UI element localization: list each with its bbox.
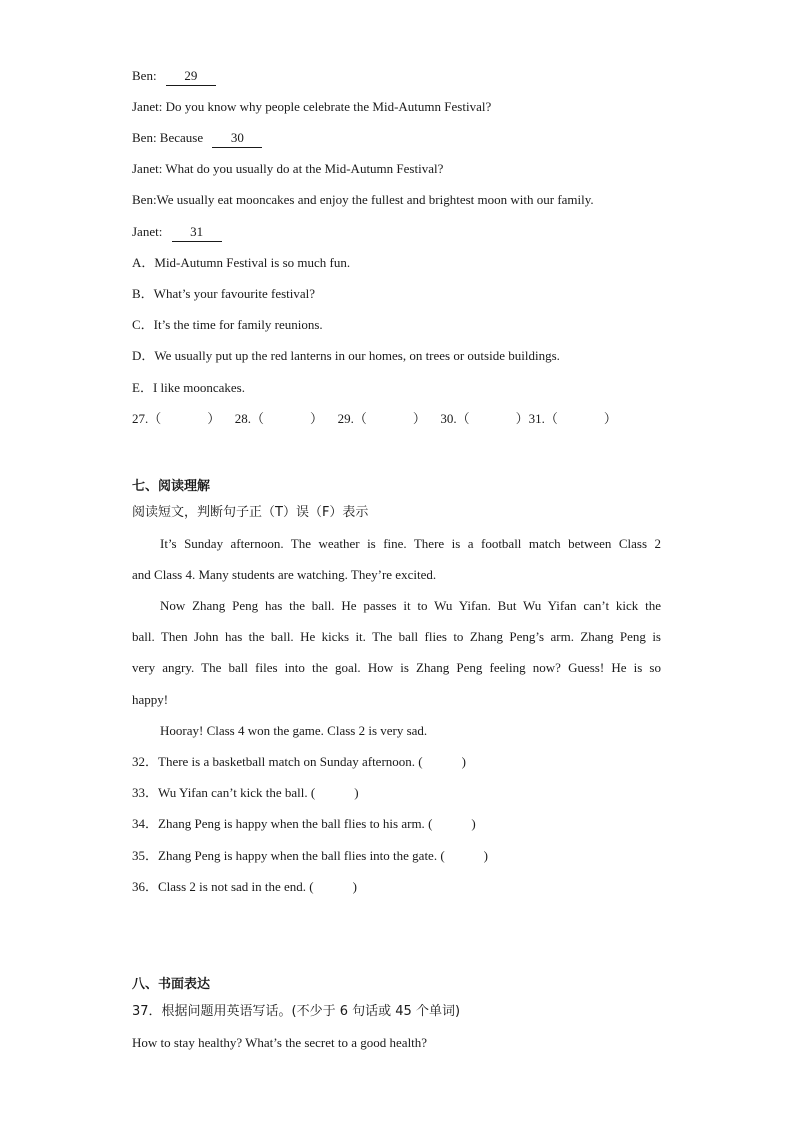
question-35 <box>132 847 488 865</box>
question-36 <box>132 878 357 896</box>
passage-line: very angry. The ball files into the goal. How is Zhang Peng feeling now? Guess! He is so <box>132 660 661 675</box>
dialogue-line-janet-31 <box>132 223 222 242</box>
option-c: C．It’s the time for family reunions. <box>132 317 323 332</box>
passage-line: ball. Then John has the ball. He kicks it. The ball flies to Zhang Peng’s arm. Zhang Peng is <box>132 629 661 644</box>
dialogue-line-ben-eat: Ben:We usually eat mooncakes and enjoy the fullest and brightest moon with our family. <box>132 192 594 207</box>
question-33 <box>132 784 359 802</box>
option-b: B．What’s your favourite festival? <box>132 286 316 301</box>
dialogue-line-janet-why: Janet: Do you know why people celebrate the Mid-Autumn Festival? <box>132 99 492 114</box>
option-a: A．Mid-Autumn Festival is so much fun. <box>132 255 351 270</box>
answer-paren: ( ) <box>310 785 359 800</box>
option-e: E．I like mooncakes. <box>132 380 245 395</box>
answer-paren: ( ) <box>428 816 476 831</box>
question-34 <box>132 815 476 833</box>
answer-label-30: 30.（ <box>440 411 470 426</box>
answer-blank-31: 31 <box>172 223 222 242</box>
answer-label-28: 28.（ <box>234 411 265 426</box>
dialogue-line-ben-29 <box>132 67 216 86</box>
section-7-title: 七、阅读理解 <box>132 479 211 494</box>
passage-line: happy! <box>132 692 169 707</box>
section-8-title: 八、书面表达 <box>132 977 211 992</box>
speaker: Ben: <box>132 68 157 83</box>
speaker: Ben: Because <box>132 130 204 145</box>
question-text: 32．There is a basketball match on Sunday afternoon. <box>132 754 416 769</box>
section-7-instruction: 阅读短文，判断句子正（T）误（F）表示 <box>132 505 369 520</box>
option-d: D．We usually put up the red lanterns in our homes, on trees or outside buildings. <box>132 348 560 363</box>
answer-paren: ( ) <box>440 848 488 863</box>
answer-close: ） <box>603 411 617 426</box>
question-text: 35．Zhang Peng is happy when the ball flies into the gate. <box>132 848 438 863</box>
answer-paren: ( ) <box>309 879 357 894</box>
answer-close-31-open: ）31.（ <box>515 411 558 426</box>
answer-close: ） <box>412 411 426 426</box>
dialogue-line-ben-30 <box>132 129 262 148</box>
speaker: Janet: <box>132 224 163 239</box>
answer-blank-30: 30 <box>212 129 262 148</box>
answer-paren: ( ) <box>418 754 466 769</box>
question-37: 37．根据问题用英语写话。(不少于 6 句话或 45 个单词) <box>132 1004 461 1019</box>
answer-row <box>132 410 617 428</box>
dialogue-line-janet-what: Janet: What do you usually do at the Mid-Autumn Festival? <box>132 161 444 176</box>
question-text: 33．Wu Yifan can’t kick the ball. <box>132 785 308 800</box>
answer-label-27: 27.（ <box>132 411 162 426</box>
question-text: 34．Zhang Peng is happy when the ball flies to his arm. <box>132 816 425 831</box>
passage-line: Hooray! Class 4 won the game. Class 2 is very sad. <box>160 723 428 738</box>
answer-label-29: 29.（ <box>337 411 367 426</box>
answer-blank-29: 29 <box>166 67 216 86</box>
passage-line: Now Zhang Peng has the ball. He passes it to Wu Yifan. But Wu Yifan can’t kick the <box>160 598 661 613</box>
question-32 <box>132 753 466 771</box>
answer-close: ） <box>207 411 221 426</box>
writing-prompt: How to stay healthy? What’s the secret to a good health? <box>132 1035 428 1050</box>
question-text: 36．Class 2 is not sad in the end. <box>132 879 307 894</box>
answer-close: ） <box>310 411 324 426</box>
passage-line: and Class 4. Many students are watching. They’re excited. <box>132 567 437 582</box>
passage-line: It’s Sunday afternoon. The weather is fine. There is a football match between Class 2 <box>160 536 661 551</box>
